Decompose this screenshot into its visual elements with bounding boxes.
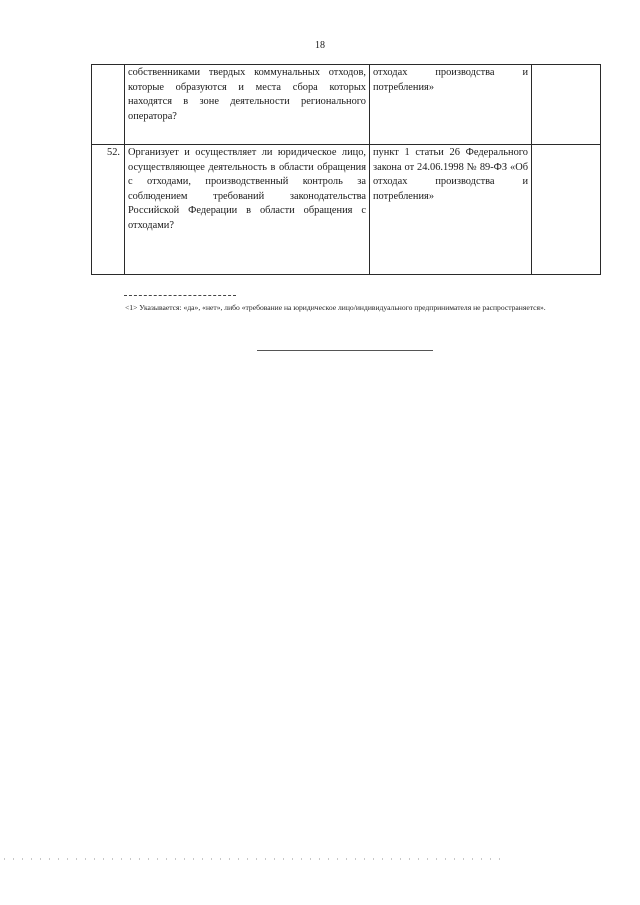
row-number-cell [92, 65, 125, 145]
end-of-document-line [257, 350, 433, 351]
footnote-separator [124, 295, 236, 296]
footnote-text: <1> Указывается: «да», «нет», либо «требование на юридическое лицо/индивидуального предпринимателя не распространяется». [125, 303, 546, 312]
table-row [92, 145, 601, 275]
question-cell: собственниками твердых коммунальных отходов, которые образуются и места сбора которых находятся в зоне деятельности регионального оператора? [125, 65, 370, 145]
table-row [92, 65, 601, 145]
legal-reference-cell: отходах производства и потребления» [370, 65, 532, 145]
row-number-cell: 52. [92, 145, 125, 275]
footnote [122, 302, 600, 313]
legal-reference-cell: пункт 1 статьи 26 Федерального закона от 24.06.1998 № 89-ФЗ «Об отходах производства и потребления» [370, 145, 532, 275]
scan-artifact-line [4, 858, 504, 860]
answer-cell [532, 65, 601, 145]
checklist-table [91, 64, 601, 275]
answer-cell [532, 145, 601, 275]
question-cell: Организует и осуществляет ли юридическое лицо, осуществляющее деятельность в области обращения с отходами, производственный контроль за соблюдением требований законодательства Российской Федерации в области обращения с отходами? [125, 145, 370, 275]
page-number: 18 [315, 40, 325, 51]
